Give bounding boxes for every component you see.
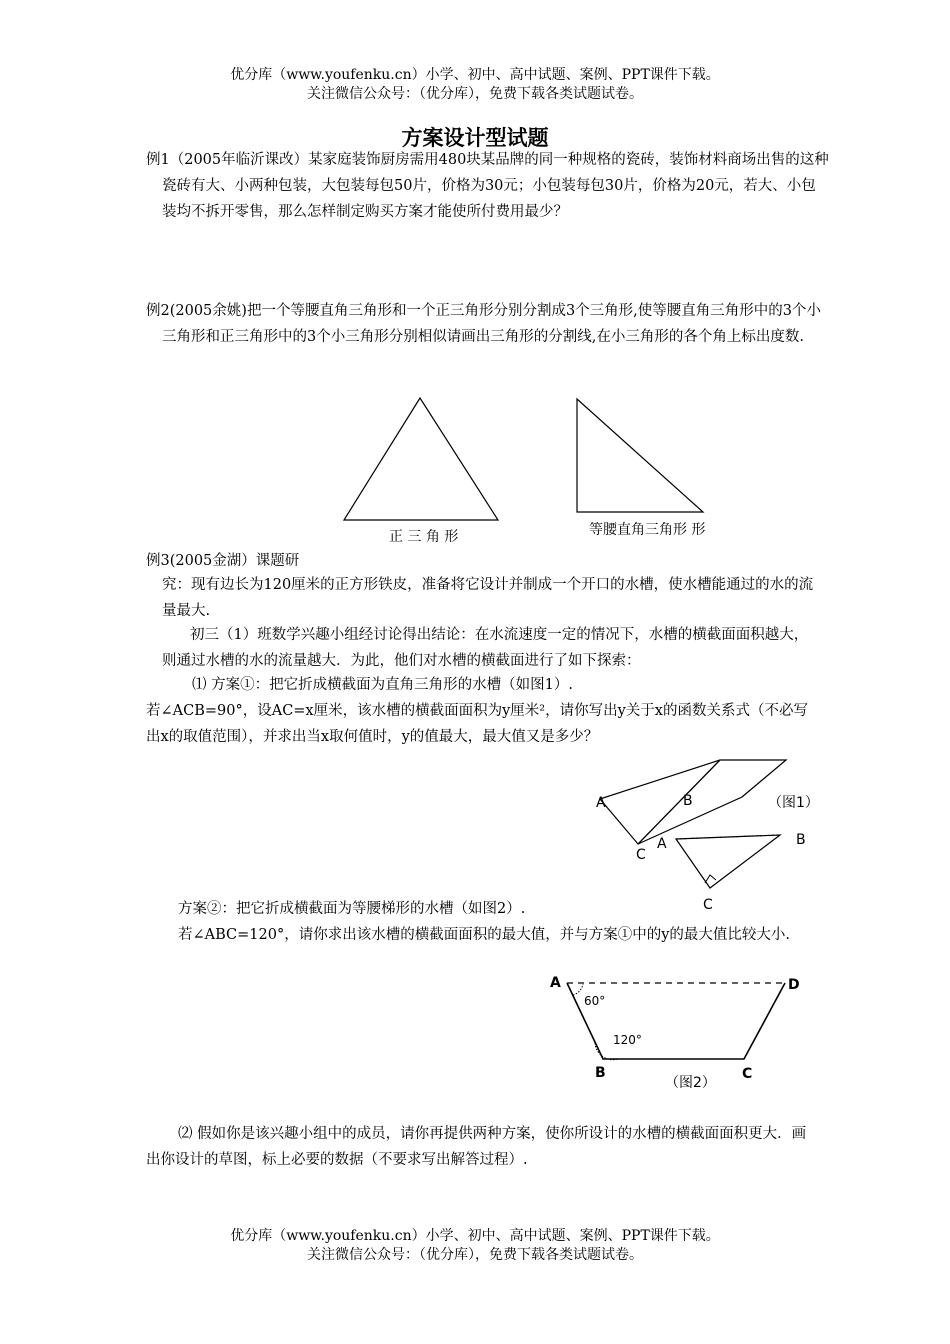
part-2-text: ⑵ 假如你是该兴趣小组中的成员，请你再提供两种方案，使你所设计的水槽的横截面面积更大．画出你设计的草图，标上必要的数据（不要求写出解答过程）.: [146, 1126, 807, 1168]
trough-left-face: [600, 760, 720, 844]
plan-1-question: 若∠ACB=90°，设AC=x厘米，该水槽的横截面面积为y厘米²，请你写出y关于x的函数关系式（不必写出x的取值范围），并求出当x取何值时，y的值最大，最大值又是多少？: [146, 703, 808, 745]
example-2-text: 例2(2005余姚)把一个等腰直角三角形和一个正三角形分别分割成3个三角形,使等腰直角三角形中的3个小三角形和正三角形中的3个小三角形分别相似请画出三角形的分割线,在小三角形的各个角上标出度数.: [146, 303, 821, 345]
footer-line-1: 优分库（www.youfenku.cn）小学、初中、高中试题、案例、PPT课件下载。: [230, 1228, 720, 1244]
plan-2-question: 若∠ABC=120°，请你求出该水槽的横截面面积的最大值，并与方案①中的y的最大值比较大小.: [178, 927, 791, 943]
example-3-heading: 例3(2005金湖）课题研: [146, 553, 300, 569]
fig2-label-D: D: [788, 977, 800, 993]
plan-2-title: 方案②：把它折成横截面为等腰梯形的水槽（如图2）.: [178, 901, 526, 917]
figure-1: [590, 755, 840, 913]
label-equilateral-triangle: 正 三 角 形: [389, 529, 459, 545]
equilateral-triangle: [344, 398, 498, 520]
fig2-label-B: B: [595, 1065, 606, 1081]
isosceles-right-triangle: [577, 399, 703, 512]
fig1-label-C2: C: [703, 897, 713, 913]
right-triangle-section: [676, 835, 780, 888]
fig2-angle-120: 120°: [613, 1033, 642, 1047]
header-line-2: 关注微信公众号：（优分库），免费下载各类试题试卷。: [307, 86, 643, 102]
plan-1-title: ⑴ 方案①：把它折成横截面为直角三角形的水槽（如图1）.: [192, 677, 573, 693]
trough-right-face: [638, 760, 786, 844]
fig2-caption: （图2）: [665, 1075, 716, 1091]
fig2-label-A: A: [550, 975, 561, 991]
page-title: 方案设计型试题: [401, 126, 549, 150]
example-3-intro: 究：现有边长为120厘米的正方形铁皮，准备将它设计并制成一个开口的水槽，使水槽能通过的水的流量最大.: [162, 577, 814, 619]
fig1-label-A: A: [596, 795, 606, 811]
footer-line-2: 关注微信公众号：（优分库），免费下载各类试题试卷。: [307, 1247, 643, 1263]
fig2-angle-60: 60°: [584, 994, 606, 1008]
fig1-label-B2: B: [796, 832, 806, 848]
example-3-para-2: 初三（1）班数学兴趣小组经讨论得出结论：在水流速度一定的情况下，水槽的横截面面积越大，则通过水槽的水的流量越大．为此，他们对水槽的横截面进行了如下探索：: [162, 627, 809, 669]
fig1-label-B: B: [683, 793, 693, 809]
example-2-figures: [0, 390, 950, 530]
fig1-label-C: C: [636, 847, 646, 863]
fig1-caption: （图1）: [768, 795, 819, 811]
label-isosceles-right-triangle: 等腰直角三角形 形: [589, 522, 706, 538]
figure-2: [545, 970, 815, 1095]
example-1-text: 例1（2005年临沂课改）某家庭装饰厨房需用480块某品牌的同一种规格的瓷砖，装饰材料商场出售的这种瓷砖有大、小两种包装，大包装每包50片，价格为30元；小包装每包30片，价格为20元，若大、小包装均不拆开零售，那么怎样制定购买方案才能使所付费用最少？: [146, 152, 829, 220]
header-line-1: 优分库（www.youfenku.cn）小学、初中、高中试题、案例、PPT课件下载。: [230, 67, 720, 83]
fig2-label-C: C: [742, 1066, 753, 1082]
fig1-label-A2: A: [657, 836, 667, 852]
